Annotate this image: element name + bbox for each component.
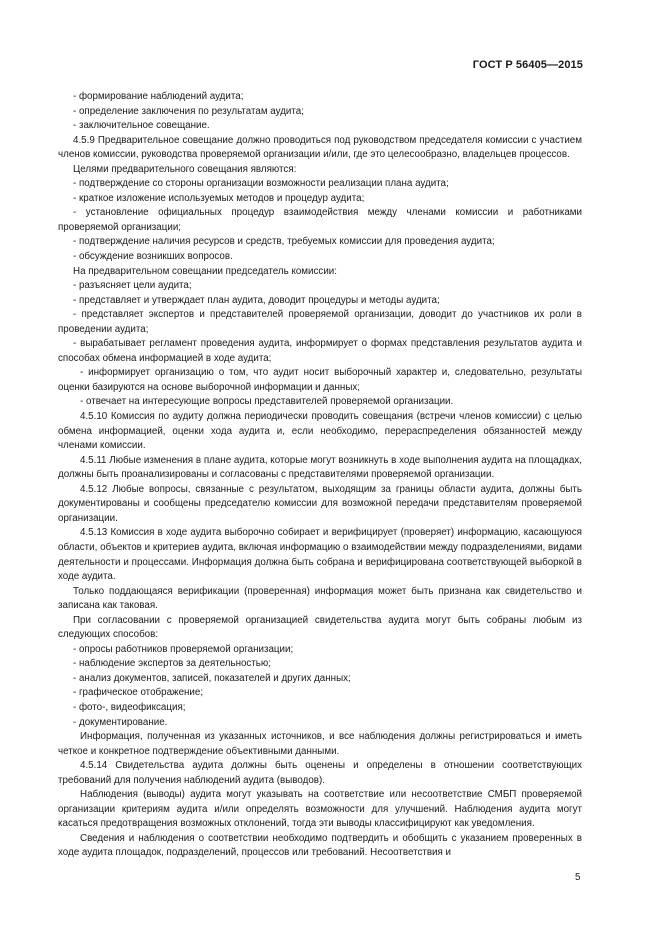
clause-4-5-9: 4.5.9 Предварительное совещание должно проводиться под руководством председателя комиссии с участием членов комиссии, руководства проверяемой организации и/или, где это целесообразно, владельцев процессов. [58, 134, 582, 161]
list-item: - заключительное совещание. [73, 120, 210, 132]
list-item: - разъясняет цели аудита; [73, 280, 192, 292]
list-item: - графическое отображение; [73, 687, 204, 699]
paragraph: Целями предварительного совещания являются: [73, 163, 297, 175]
clause-4-5-13: 4.5.13 Комиссия в ходе аудита выборочно собирает и верифицирует (проверяет) информацию, касающуюся области, объектов и критериев аудита, включая информацию о взаимодействии между подразделениями, видами деятельности и процессами. Информация должна быть собрана и верифицирована соответствующей выборкой в ходе аудита. [58, 527, 582, 583]
page-number: 5 [575, 872, 581, 883]
list-item: - установление официальных процедур взаимодействия между членами комиссии и работниками проверяемой организации; [58, 207, 582, 233]
document-body [58, 90, 582, 861]
list-item: - формирование наблюдений аудита; [73, 91, 244, 102]
list-item: - отвечает на интересующие вопросы представителей проверяемой организации. [80, 396, 454, 408]
list-item: - представляет и утверждает план аудита, доводит процедуры и методы аудита; [73, 294, 440, 306]
standard-header: ГОСТ Р 56405—2015 [472, 59, 583, 71]
paragraph: Сведения и наблюдения о соответствии необходимо подтвердить и обобщить с указанием проверенных в ходе аудита площадок, подразделений, процессов или требований. Несоответствия и [58, 832, 582, 859]
list-item: - краткое изложение используемых методов и процедур аудита; [73, 192, 365, 204]
list-item: - обсуждение возникших вопросов. [73, 251, 233, 263]
list-item: - опросы работников проверяемой организации; [73, 643, 294, 655]
list-item: - анализ документов, записей, показателей и других данных; [73, 672, 351, 684]
paragraph: Только поддающаяся верификации (проверенная) информация может быть признана как свидетельство и записана как таковая. [58, 585, 582, 612]
list-item: - представляет экспертов и представителей проверяемой организации, доводит до участников их роли в проведении аудита; [58, 309, 582, 335]
clause-4-5-14: 4.5.14 Свидетельства аудита должны быть оценены и определены в отношении соответствующих требований для получения наблюдений аудита (выводов). [58, 760, 582, 786]
list-item: - наблюдение экспертов за деятельностью; [73, 658, 271, 670]
list-item: - подтверждение наличия ресурсов и средств, требуемых комиссии для проведения аудита; [73, 236, 495, 248]
list-item: - определение заключения по результатам аудита; [73, 105, 304, 117]
paragraph: Информация, полученная из указанных источников, и все наблюдения должны регистрироваться и иметь четкое и конкретное подтверждение объективными данными. [58, 731, 582, 757]
list-item: - документирование. [73, 716, 168, 728]
paragraph: На предварительном совещании председатель комиссии: [73, 265, 337, 277]
paragraph: Наблюдения (выводы) аудита могут указывать на соответствие или несоответствие СМБП проверяемой организации критериям аудита и/или определять возможности для улучшений. Наблюдения аудита могут касаться предотвращения возможных отклонений, тогда эти выводы классифицируют как уведомления. [58, 789, 582, 830]
clause-4-5-12: 4.5.12 Любые вопросы, связанные с результатом, выходящим за границы области аудита, должны быть документированы и сообщены председателю комиссии для возможной передачи представителям проверяемой организации. [58, 483, 582, 524]
list-item: - вырабатывает регламент проведения аудита, информирует о формах представления результатов аудита и способах обмена информацией в ходе аудита; [58, 338, 582, 364]
clause-4-5-10: 4.5.10 Комиссия по аудиту должна периодически проводить совещания (встречи членов комиссии) с целью обмена информацией, оценки хода аудита и, если необходимо, перераспределения обязанностей между членами комиссии. [58, 411, 582, 452]
list-item: - информирует организацию о том, что аудит носит выборочный характер и, следовательно, результаты оценки базируются на основе выборочной информации и данных; [58, 367, 582, 393]
list-item: - подтверждение со стороны организации возможности реализации плана аудита; [73, 178, 449, 190]
clause-4-5-11: 4.5.11 Любые изменения в плане аудита, которые могут возникнуть в ходе выполнения аудита на площадках, должны быть проанализированы и согласованы с представителями проверяемой организации. [58, 454, 582, 481]
paragraph: При согласовании с проверяемой организацией свидетельства аудита могут быть собраны любым из следующих способов: [58, 614, 582, 641]
list-item: - фото-, видеофиксация; [73, 701, 186, 713]
